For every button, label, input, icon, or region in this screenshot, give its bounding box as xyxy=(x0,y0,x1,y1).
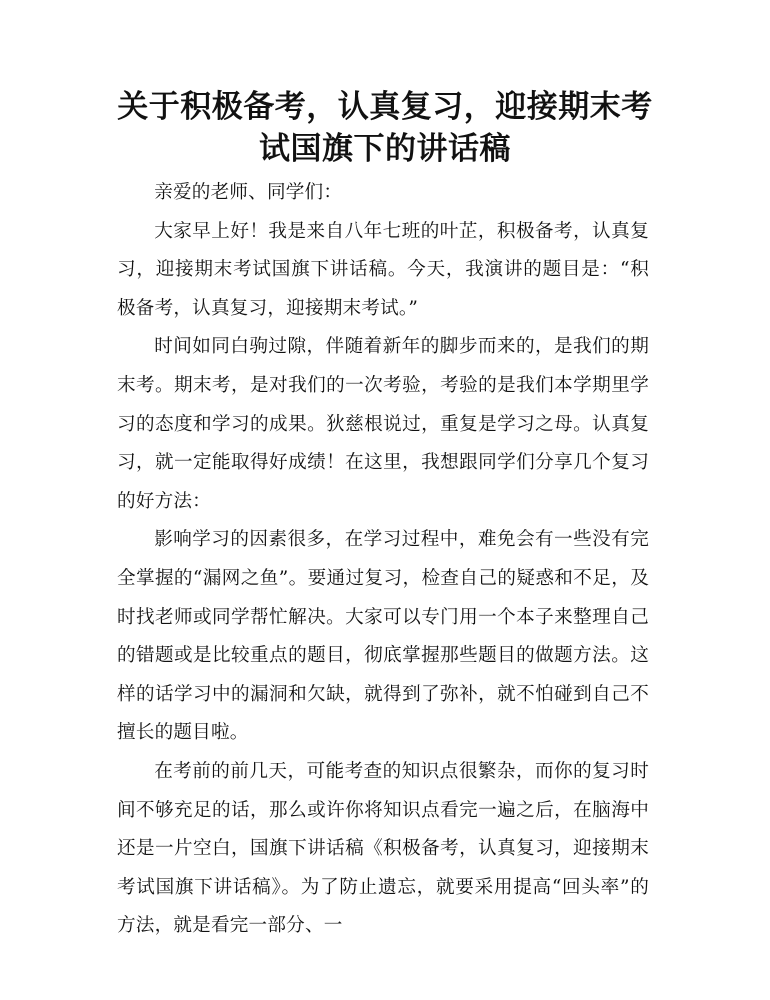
document-title: 关于积极备考，认真复习，迎接期末考试国旗下的讲话稿 xyxy=(117,89,653,167)
document-body xyxy=(117,174,649,946)
paragraph-greeting: 亲爱的老师、同学们： xyxy=(154,182,343,203)
paragraph-time-and-review: 时间如同白驹过隙，伴随着新年的脚步而来的，是我们的期末考。期末考，是对我们的一次考验，考验的是我们本学期里学习的态度和学习的成果。狄慈根说过，重复是学习之母。认真复习，就一定能取得好成绩！在这里，我想跟同学们分享几个复习的好方法： xyxy=(117,336,649,512)
paragraph-pre-exam-review: 在考前的前几天，可能考查的知识点很繁杂，而你的复习时间不够充足的话，那么或许你将知识点看完一遍之后，在脑海中还是一片空白，国旗下讲话稿《积极备考，认真复习，迎接期末考试国旗下讲话稿》。为了防止遗忘，就要采用提高“回头率”的方法，就是看完一部分、一 xyxy=(117,760,649,937)
paragraph-introduction: 大家早上好！我是来自八年七班的叶芷，积极备考，认真复习，迎接期末考试国旗下讲话稿。今天，我演讲的题目是：“积极备考，认真复习，迎接期末考试。” xyxy=(117,220,649,319)
paragraph-learning-gaps: 影响学习的因素很多，在学习过程中，难免会有一些没有完全掌握的“漏网之鱼”。要通过复习，检查自己的疑惑和不足，及时找老师或同学帮忙解决。大家可以专门用一个本子来整理自己的错题或是比较重点的题目，彻底掌握那些题目的做题方法。这样的话学习中的漏洞和欠缺，就得到了弥补，就不怕碰到自己不擅长的题目啦。 xyxy=(117,529,649,744)
